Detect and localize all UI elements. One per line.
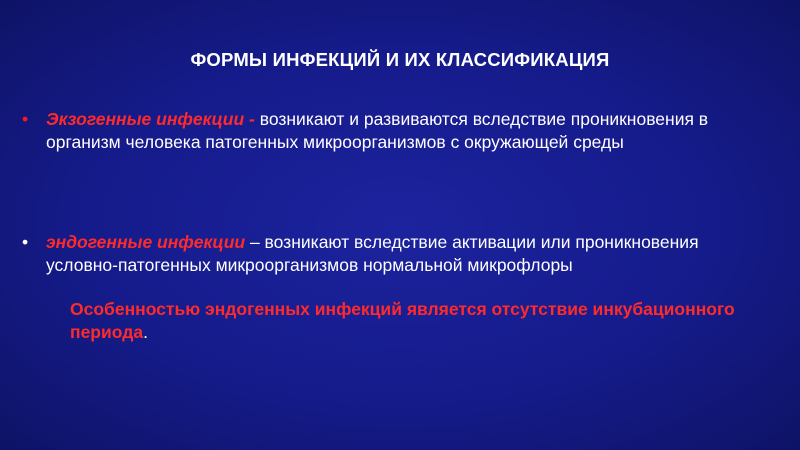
bullet-icon: • — [22, 109, 29, 129]
slide-title: ФОРМЫ ИНФЕКЦИЙ И ИХ КЛАССИФИКАЦИЯ — [190, 49, 610, 70]
note-highlight: Особенностью эндогенных инфекций является отсутствие инкубационного периода — [70, 299, 735, 342]
term-endogenous: эндогенные инфекции — [46, 232, 246, 252]
note-text — [70, 298, 750, 344]
definition-endogenous: – возникают вследствие активации или проникновения условно-патогенных микроорганизмов нормальной микрофлоры — [46, 232, 699, 275]
bullet-icon: • — [22, 232, 29, 252]
list-item-endogenous — [22, 231, 746, 277]
list-item-exogenous — [22, 108, 746, 154]
term-exogenous: Экзогенные инфекции - — [46, 109, 255, 129]
definition-exogenous: возникают и развиваются вследствие проникновения в организм человека патогенных микроорганизмов с окружающей среды — [46, 109, 709, 152]
note-period: . — [143, 322, 148, 342]
